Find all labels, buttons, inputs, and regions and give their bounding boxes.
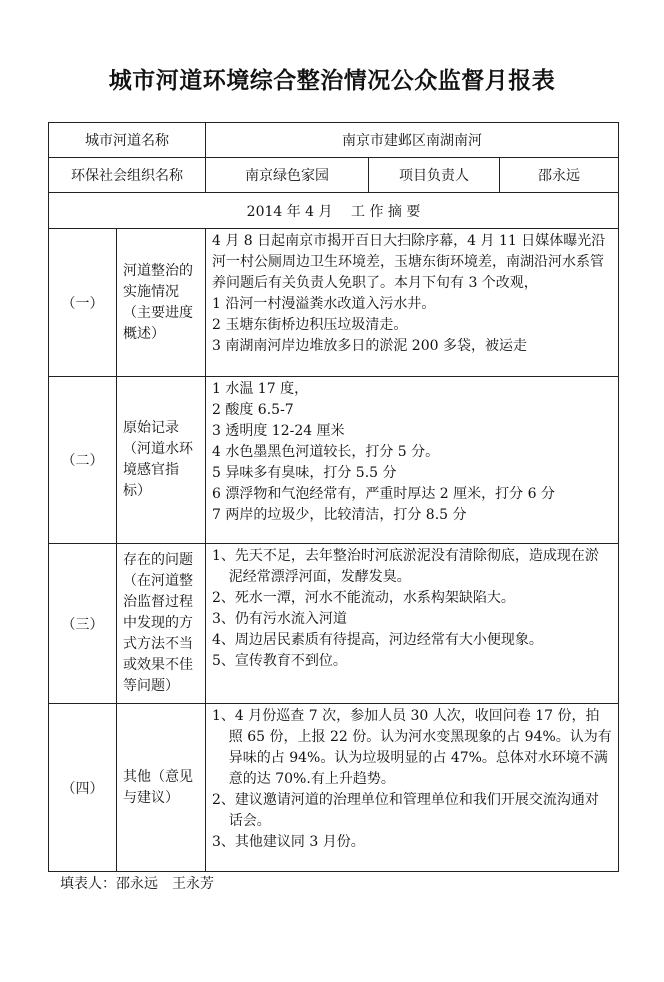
content-line: 6 漂浮物和气泡经常有，严重时厚达 2 厘米，打分 6 分: [212, 486, 555, 502]
content-line: 3 南湖南河岸边堆放多日的淤泥 200 多袋，被运走: [212, 338, 527, 354]
form-filler: [60, 873, 214, 893]
section-label: 存在的问题（在河道整治监督过程中发现的方式方法不当或效果不佳等问题）: [117, 544, 206, 704]
content-line: 3、其他建议同 3 月份。: [212, 834, 365, 850]
content-line: 1、先天不足，去年整治时河底淤泥没有清除彻底，造成现在淤泥经常漂浮河面，发酵发臭。: [212, 548, 599, 585]
section-content: [206, 704, 619, 872]
section-label: 原始记录（河道水环境感官指标）: [117, 377, 206, 544]
content-line: 5、宣传教育不到位。: [212, 653, 347, 669]
org-name-value: 南京绿色家园: [206, 158, 369, 193]
section-number: （一）: [49, 229, 117, 377]
section-content: [206, 229, 619, 377]
section-row: [49, 377, 619, 544]
section-label: 其他（意见与建议）: [117, 704, 206, 872]
project-leader-value: 邵永远: [500, 158, 619, 193]
summary-title: 2014 年 4 月 工 作 摘 要: [49, 193, 619, 229]
section-content: [206, 544, 619, 704]
content-line: 4 水色墨黑色河道较长，打分 5 分。: [212, 444, 440, 460]
river-name-label: 城市河道名称: [49, 123, 206, 158]
content-line: 1、4 月份巡查 7 次，参加人员 30 人次，收回问卷 17 份，拍照 65 份，上报 22 份。认为河水变黑现象的占 94%。认为有异味的占 94%。认为垃圾明显的占 47%。总体对水环境不满意的达 70%.有上升趋势。: [212, 708, 612, 787]
content-line: 4、周边居民素质有待提高，河边经常有大小便现象。: [212, 632, 543, 648]
content-line: 2、死水一潭，河水不能流动，水系构架缺陷大。: [212, 590, 515, 606]
form-filler-label: 填表人：: [60, 876, 116, 892]
content-line: 4 月 8 日起南京市揭开百日大扫除序幕，4 月 11 日媒体曝光沿河一村公厕周边卫生环境差，玉塘东街环境差，南湖沿河水系管养问题后有关负责人免职了。本月下旬有 3 个改观，: [212, 233, 606, 291]
section-row: [49, 704, 619, 872]
section-content: [206, 377, 619, 544]
content-line: 7 两岸的垃圾少，比较清洁，打分 8.5 分: [212, 507, 467, 523]
form-filler-name: 王永芳: [172, 876, 214, 892]
section-number: （二）: [49, 377, 117, 544]
content-line: 1 水温 17 度，: [212, 381, 309, 397]
section-row: [49, 544, 619, 704]
org-name-label: 环保社会组织名称: [49, 158, 206, 193]
section-number: （三）: [49, 544, 117, 704]
content-line: 3、仍有污水流入河道: [212, 611, 347, 627]
report-table: [48, 122, 619, 872]
section-label: 河道整治的实施情况（主要进度概述）: [117, 229, 206, 377]
report-title: 城市河道环境综合整治情况公众监督月报表: [108, 67, 556, 94]
content-line: 3 透明度 12-24 厘米: [212, 423, 345, 439]
content-line: 2 玉塘东街桥边积压垃圾清走。: [212, 317, 408, 333]
form-filler-name: 邵永远: [116, 876, 158, 892]
content-line: 5 异味多有臭味，打分 5.5 分: [212, 465, 397, 481]
section-number: （四）: [49, 704, 117, 872]
content-line: 1 沿河一村漫溢粪水改道入污水井。: [212, 296, 436, 312]
section-row: [49, 229, 619, 377]
project-leader-label: 项目负责人: [369, 158, 500, 193]
content-line: 2 酸度 6.5-7: [212, 402, 294, 418]
river-name-value: 南京市建邺区南湖南河: [206, 123, 619, 158]
content-line: 2、建议邀请河道的治理单位和管理单位和我们开展交流沟通对话会。: [212, 792, 599, 829]
